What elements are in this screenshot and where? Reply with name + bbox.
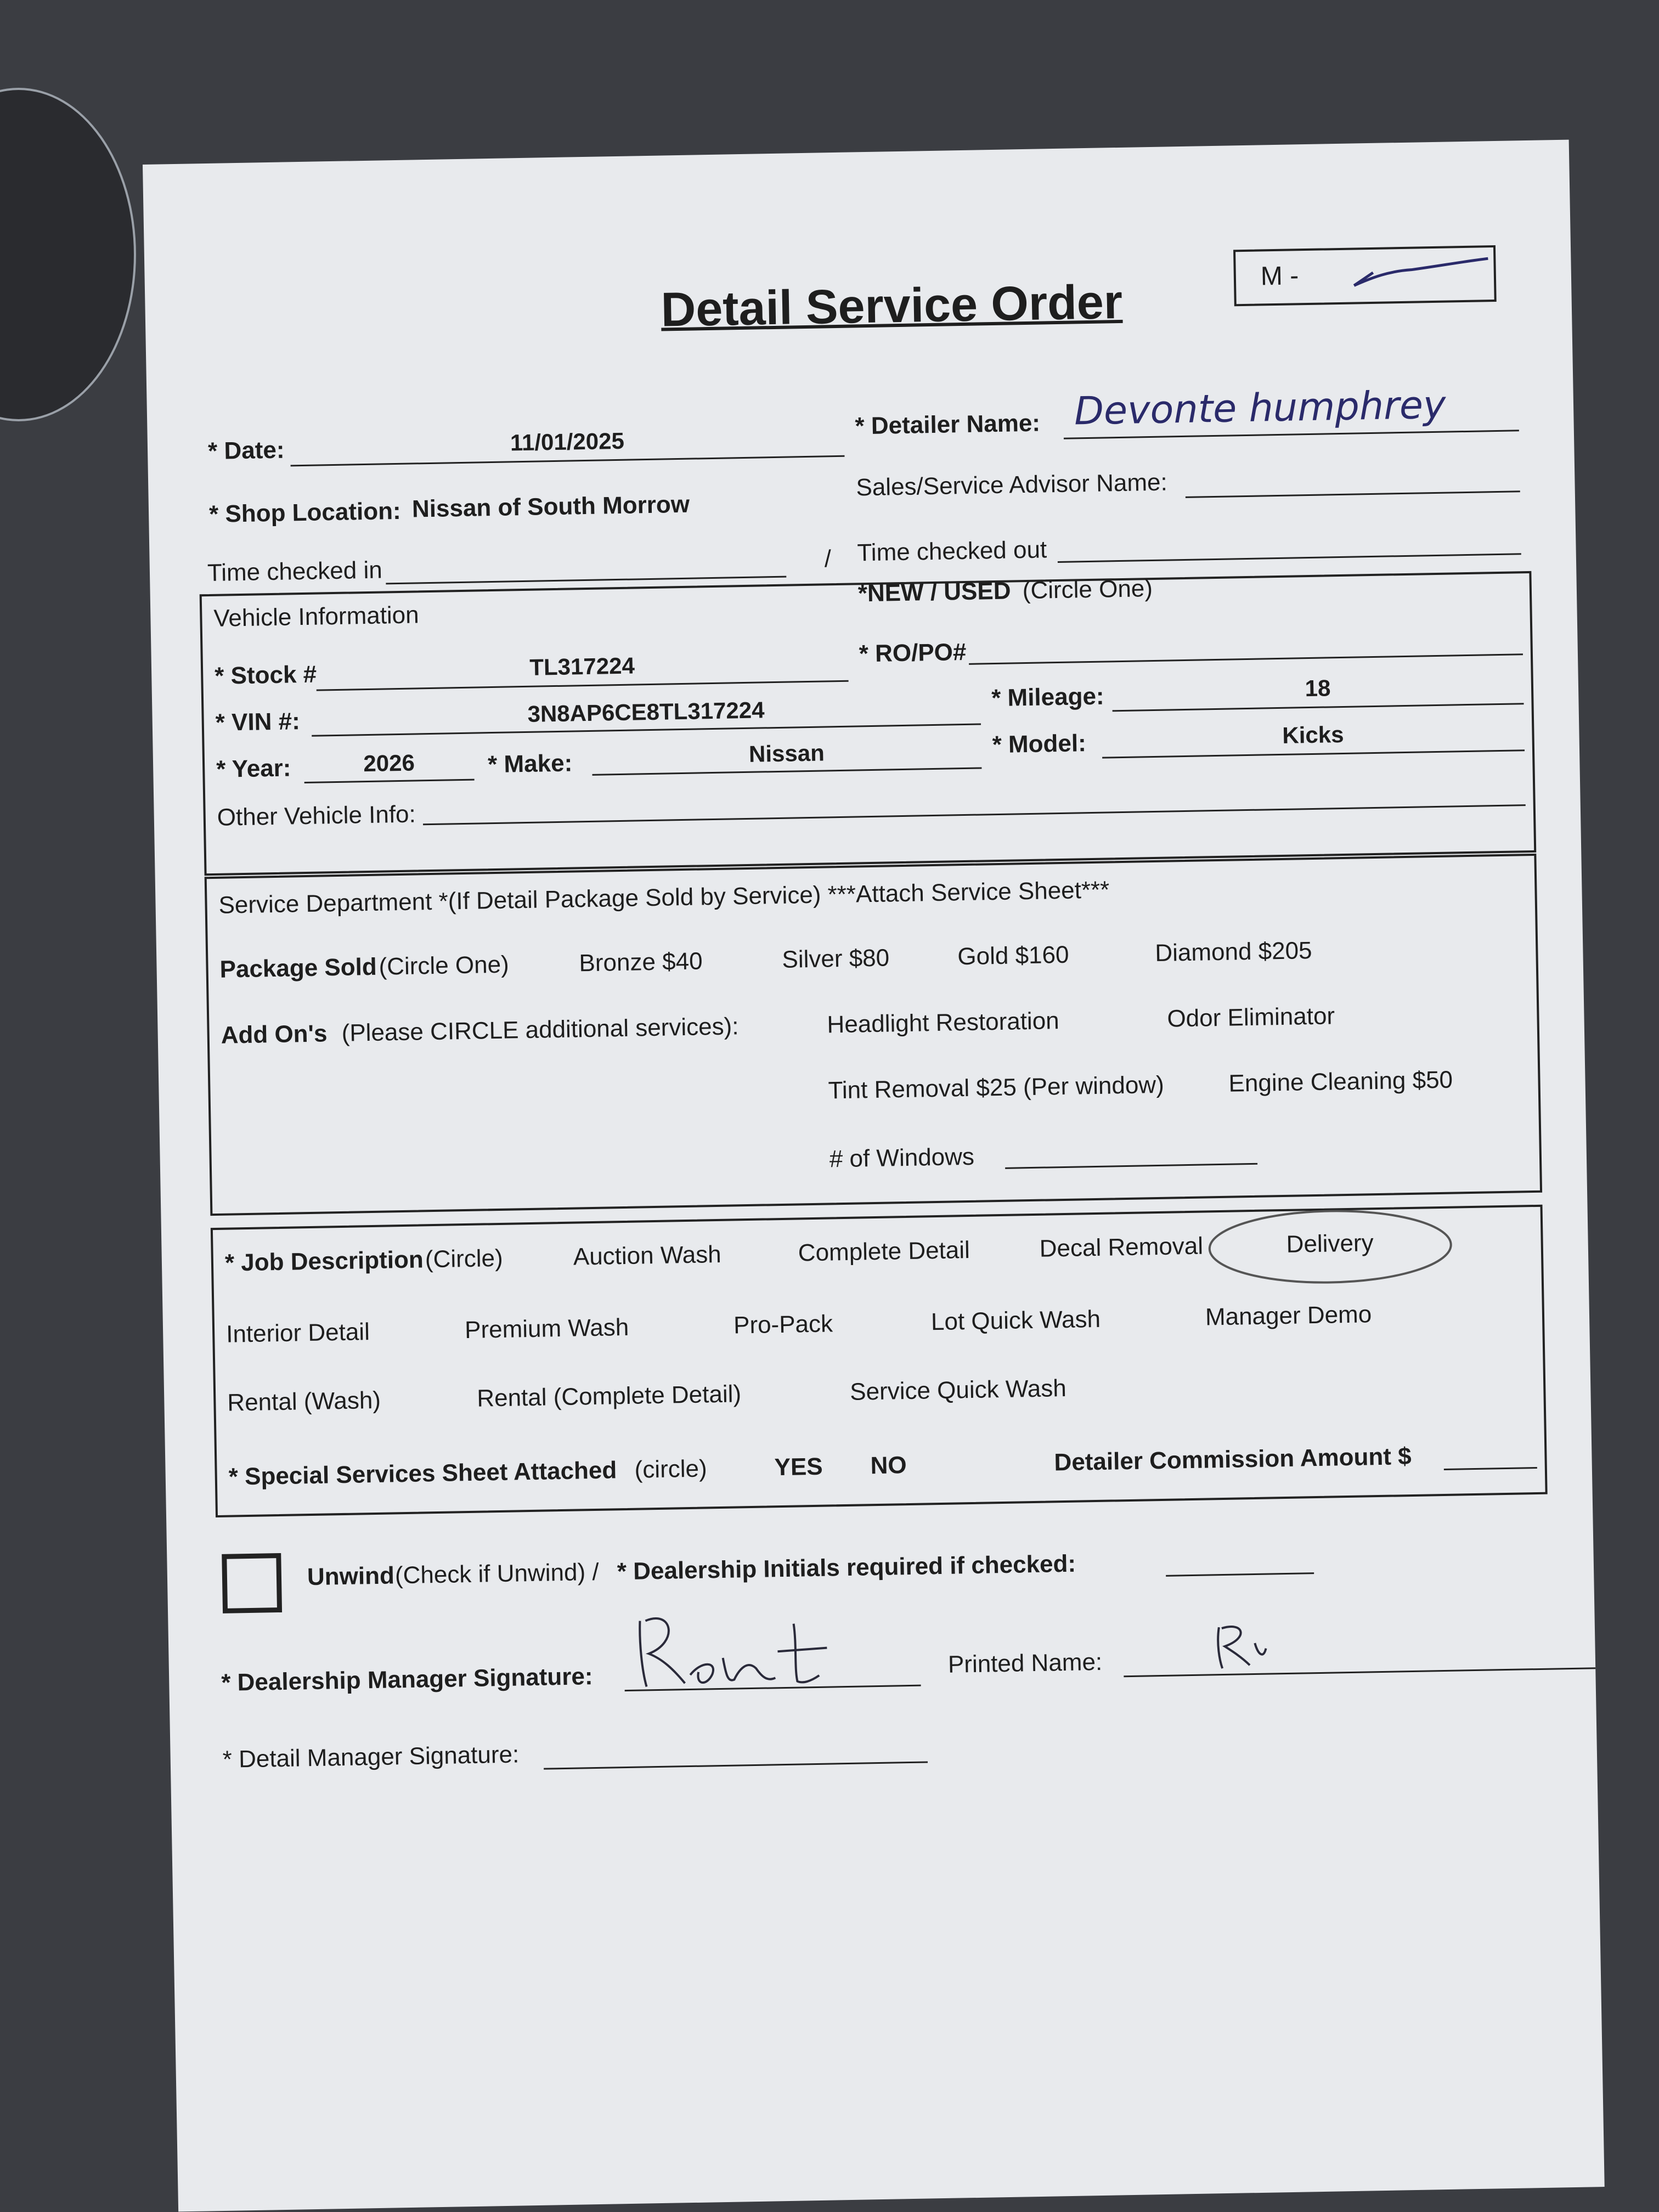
commission-label: Detailer Commission Amount $ bbox=[1054, 1443, 1412, 1476]
addon-engine-cleaning[interactable]: Engine Cleaning $50 bbox=[1228, 1066, 1453, 1097]
vehicle-info-header: Vehicle Information bbox=[213, 601, 420, 632]
detailer-name-label: * Detailer Name: bbox=[855, 409, 1041, 440]
job-manager-demo[interactable]: Manager Demo bbox=[1205, 1301, 1372, 1331]
dealership-initials-label: * Dealership Initials required if checked: bbox=[617, 1550, 1076, 1585]
stock-label: * Stock # bbox=[214, 661, 317, 690]
job-lot-quick-wash[interactable]: Lot Quick Wash bbox=[930, 1305, 1101, 1336]
time-separator: / bbox=[824, 545, 832, 573]
advisor-name-line bbox=[1186, 490, 1520, 498]
job-rental-complete-detail[interactable]: Rental (Complete Detail) bbox=[476, 1380, 742, 1412]
unwind-checkbox[interactable] bbox=[222, 1553, 282, 1613]
detail-manager-signature-label: * Detail Manager Signature: bbox=[222, 1741, 520, 1773]
package-silver[interactable]: Silver $80 bbox=[782, 944, 890, 973]
package-gold[interactable]: Gold $160 bbox=[957, 941, 1069, 970]
addon-tint-removal[interactable]: Tint Removal $25 (Per window) bbox=[828, 1071, 1165, 1104]
addon-headlight-restoration[interactable]: Headlight Restoration bbox=[827, 1007, 1060, 1039]
m-number-box bbox=[1233, 245, 1497, 306]
addon-odor-eliminator[interactable]: Odor Eliminator bbox=[1167, 1002, 1335, 1032]
special-services-label: * Special Services Sheet Attached bbox=[228, 1457, 617, 1491]
time-in-line bbox=[386, 576, 786, 585]
dealership-initials-line bbox=[1166, 1572, 1314, 1577]
unwind-note: (Check if Unwind) / bbox=[394, 1558, 599, 1589]
new-used-label[interactable]: *NEW / USED bbox=[857, 577, 1011, 607]
package-bronze[interactable]: Bronze $40 bbox=[579, 947, 703, 977]
package-sold-note: (Circle One) bbox=[379, 951, 510, 980]
detailer-name-value[interactable]: Devonte humphrey bbox=[1074, 382, 1447, 434]
job-service-quick-wash[interactable]: Service Quick Wash bbox=[849, 1374, 1067, 1406]
service-order-sheet bbox=[143, 140, 1605, 2212]
special-services-yes[interactable]: YES bbox=[774, 1453, 823, 1481]
detail-manager-signature-line bbox=[544, 1761, 928, 1769]
stock-value[interactable]: TL317224 bbox=[529, 652, 635, 680]
vin-label: * VIN #: bbox=[215, 708, 301, 736]
unwind-label: Unwind bbox=[307, 1562, 395, 1591]
mileage-value[interactable]: 18 bbox=[1305, 675, 1331, 702]
job-premium-wash[interactable]: Premium Wash bbox=[464, 1313, 629, 1344]
date-label: * Date: bbox=[207, 436, 285, 465]
vin-value[interactable]: 3N8AP6CE8TL317224 bbox=[527, 697, 765, 727]
time-out-label: Time checked out bbox=[857, 536, 1047, 567]
ro-po-label: * RO/PO# bbox=[859, 638, 967, 668]
special-services-no[interactable]: NO bbox=[870, 1452, 907, 1480]
windows-count-label: # of Windows bbox=[829, 1143, 975, 1173]
model-value[interactable]: Kicks bbox=[1282, 721, 1344, 748]
job-description-label: * Job Description bbox=[224, 1246, 424, 1277]
advisor-name-label: Sales/Service Advisor Name: bbox=[856, 469, 1168, 501]
printed-name-initials bbox=[1211, 1621, 1278, 1671]
make-label: * Make: bbox=[487, 749, 573, 778]
printed-name-line bbox=[1124, 1667, 1595, 1677]
job-auction-wash[interactable]: Auction Wash bbox=[573, 1240, 722, 1271]
job-delivery[interactable]: Delivery bbox=[1286, 1229, 1374, 1258]
new-used-note: (Circle One) bbox=[1022, 574, 1153, 605]
job-complete-detail[interactable]: Complete Detail bbox=[798, 1236, 970, 1267]
job-decal-removal[interactable]: Decal Removal bbox=[1039, 1232, 1204, 1262]
dealership-manager-signature-label: * Dealership Manager Signature: bbox=[221, 1663, 593, 1696]
addons-label: Add On's bbox=[221, 1020, 328, 1049]
m-box-checkmark bbox=[1351, 253, 1494, 294]
other-vehicle-info-label: Other Vehicle Info: bbox=[217, 800, 416, 831]
job-description-note: (Circle) bbox=[425, 1244, 504, 1273]
package-diamond[interactable]: Diamond $205 bbox=[1154, 937, 1312, 967]
dealership-manager-signature bbox=[629, 1606, 883, 1692]
year-value[interactable]: 2026 bbox=[363, 749, 415, 777]
m-box-label: M - bbox=[1260, 261, 1299, 291]
delivery-circle-mark bbox=[1204, 1206, 1458, 1299]
job-interior-detail[interactable]: Interior Detail bbox=[225, 1318, 370, 1348]
page-title: Detail Service Order bbox=[660, 274, 1123, 337]
package-sold-label: Package Sold bbox=[219, 953, 377, 983]
make-value[interactable]: Nissan bbox=[748, 740, 825, 767]
time-in-label: Time checked in bbox=[207, 556, 383, 587]
date-value[interactable]: 11/01/2025 bbox=[510, 427, 625, 456]
shop-location-label: * Shop Location: bbox=[208, 497, 402, 528]
addons-note: (Please CIRCLE additional services): bbox=[341, 1013, 739, 1047]
year-label: * Year: bbox=[216, 754, 291, 783]
model-label: * Model: bbox=[992, 730, 1087, 759]
service-department-header: Service Department *(If Detail Package Sold by Service) ***Attach Service Sheet*** bbox=[218, 876, 1110, 919]
special-services-note: (circle) bbox=[634, 1455, 708, 1483]
job-rental-wash[interactable]: Rental (Wash) bbox=[227, 1386, 381, 1417]
mileage-label: * Mileage: bbox=[991, 682, 1104, 712]
time-out-line bbox=[1058, 553, 1521, 563]
job-pro-pack[interactable]: Pro-Pack bbox=[733, 1310, 833, 1339]
computer-mouse bbox=[0, 88, 136, 421]
printed-name-label: Printed Name: bbox=[947, 1648, 1103, 1678]
shop-location-value[interactable]: Nissan of South Morrow bbox=[411, 490, 690, 523]
